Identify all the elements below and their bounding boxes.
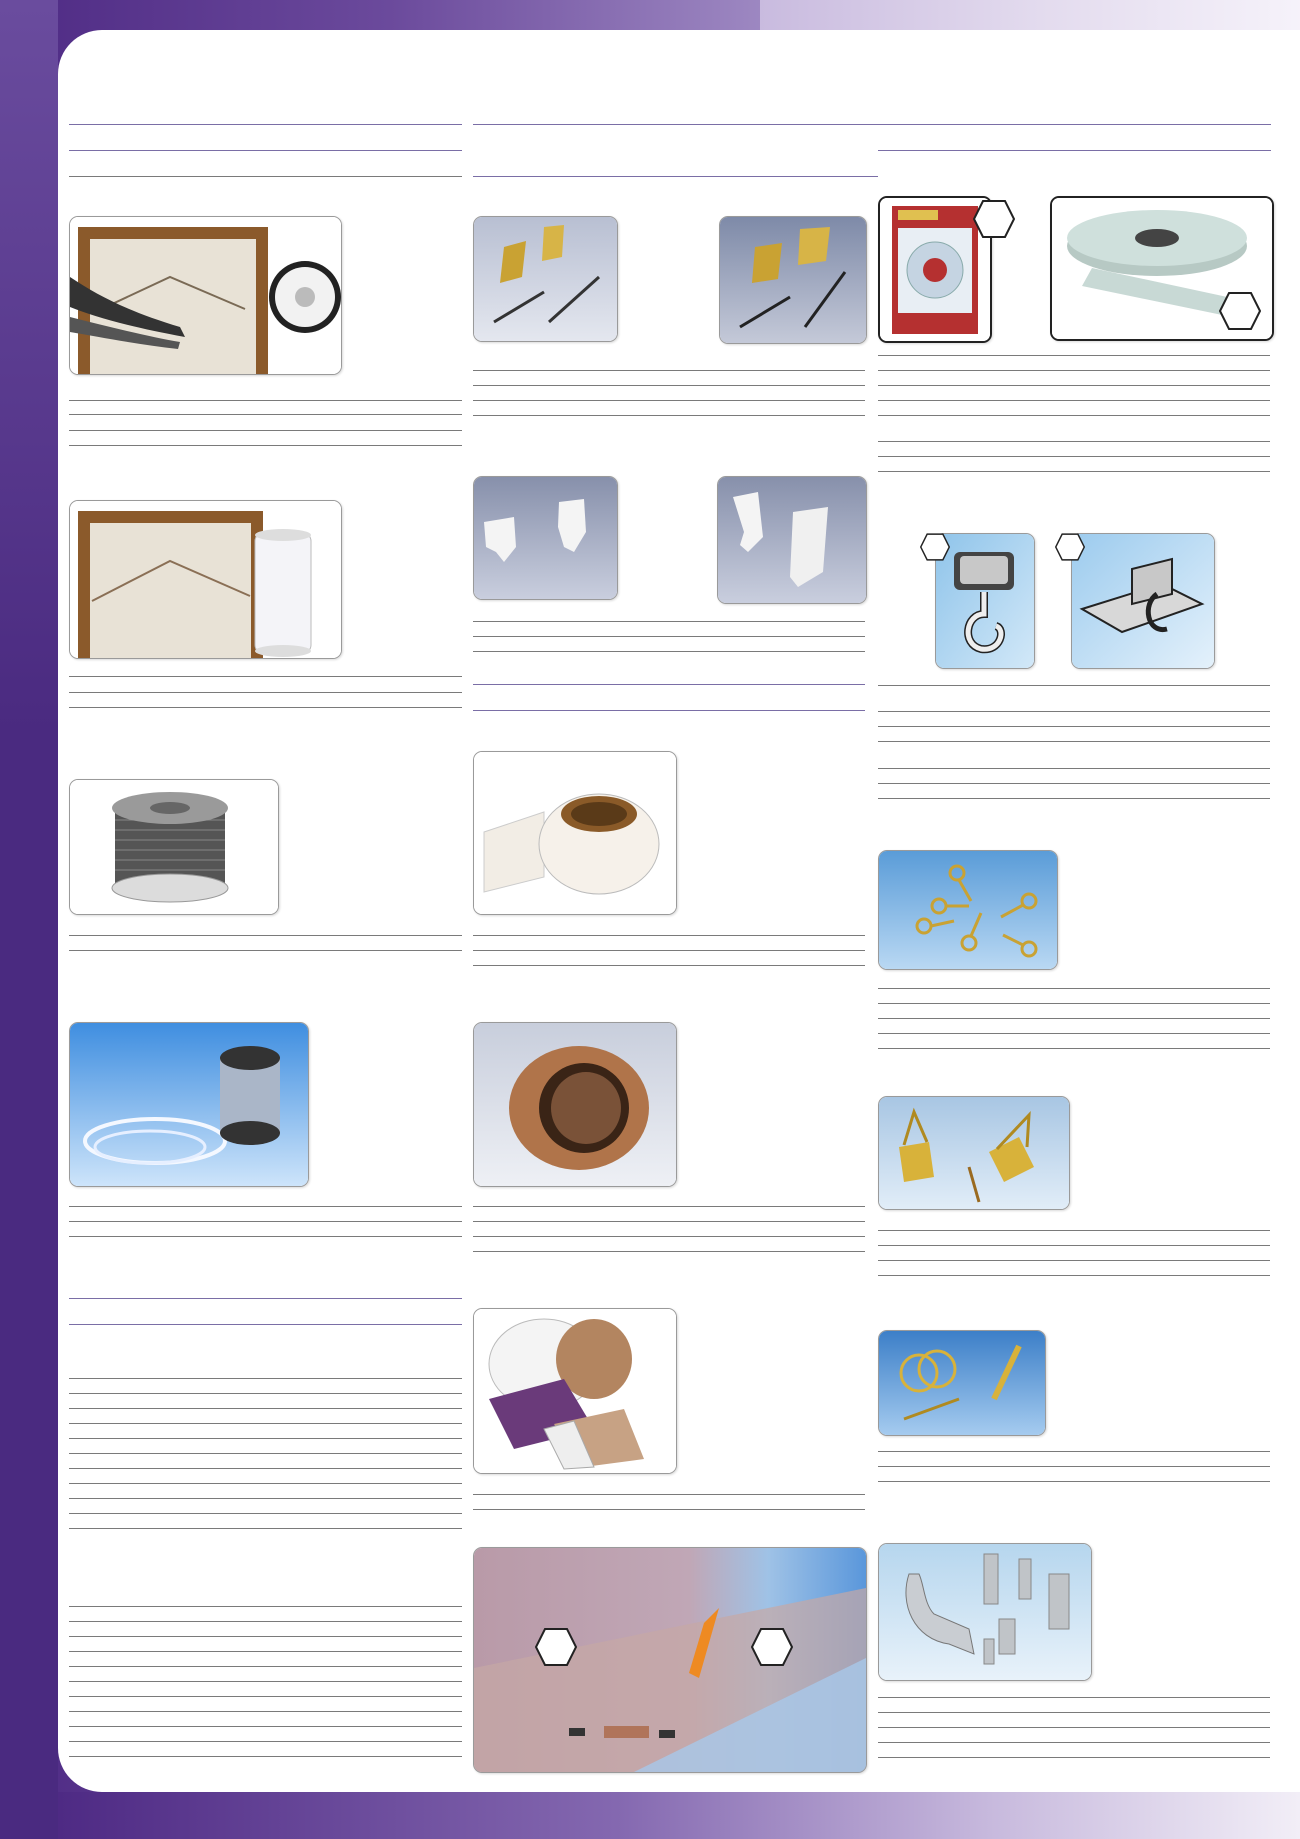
text-line xyxy=(878,370,1270,371)
text-line xyxy=(69,176,462,177)
text-line xyxy=(878,1033,1270,1034)
text-line xyxy=(878,415,1270,416)
text-line xyxy=(473,1494,865,1495)
hexagon-marker xyxy=(973,200,1015,238)
text-line xyxy=(473,1206,865,1207)
section-rule xyxy=(69,1324,462,1325)
text-line xyxy=(69,1606,462,1607)
hexagon-marker xyxy=(535,1628,577,1666)
section-rule xyxy=(473,124,878,125)
text-line xyxy=(69,1741,462,1742)
hexagon-marker xyxy=(1055,533,1085,561)
text-line xyxy=(69,430,462,431)
text-line xyxy=(878,1018,1270,1019)
text-line xyxy=(69,414,462,415)
section-rule xyxy=(473,684,865,685)
text-line xyxy=(878,1003,1270,1004)
text-line xyxy=(878,385,1270,386)
brass-picture-hooks-photo xyxy=(473,216,618,342)
white-gummed-tape-photo xyxy=(473,751,677,915)
text-line xyxy=(69,1621,462,1622)
text-line xyxy=(69,1408,462,1409)
text-line xyxy=(69,1221,462,1222)
text-line xyxy=(473,651,865,652)
section-rule xyxy=(878,150,1271,151)
text-line xyxy=(69,1756,462,1757)
text-line xyxy=(473,415,865,416)
hexagon-marker xyxy=(751,1628,793,1666)
text-line xyxy=(878,1230,1270,1231)
text-line xyxy=(69,1378,462,1379)
text-line xyxy=(878,1697,1270,1698)
text-line xyxy=(878,1245,1270,1246)
text-line xyxy=(69,1483,462,1484)
nylon-cord-spool-photo xyxy=(69,500,342,659)
text-line xyxy=(69,1498,462,1499)
text-line xyxy=(878,1451,1270,1452)
section-rule xyxy=(878,124,1271,125)
text-line xyxy=(473,965,865,966)
text-line xyxy=(473,1221,865,1222)
text-line xyxy=(473,1236,865,1237)
text-line xyxy=(69,676,462,677)
text-line xyxy=(69,950,462,951)
text-line xyxy=(878,988,1270,989)
text-line xyxy=(473,385,865,386)
section-rule xyxy=(69,150,462,151)
text-line xyxy=(878,768,1270,769)
text-line xyxy=(69,1651,462,1652)
text-line xyxy=(878,1757,1270,1758)
text-line xyxy=(69,1423,462,1424)
text-line xyxy=(69,1726,462,1727)
text-line xyxy=(878,1260,1270,1261)
text-line xyxy=(878,441,1270,442)
text-line xyxy=(69,1636,462,1637)
text-line xyxy=(878,1742,1270,1743)
text-line xyxy=(69,1666,462,1667)
text-line xyxy=(69,1681,462,1682)
text-line xyxy=(69,1453,462,1454)
text-line xyxy=(69,1528,462,1529)
text-line xyxy=(69,1393,462,1394)
text-line xyxy=(878,1048,1270,1049)
sidebar-strip xyxy=(0,0,58,1839)
section-rule xyxy=(473,176,878,177)
rail-hook-bracket-photo xyxy=(1071,533,1215,669)
text-line xyxy=(878,726,1270,727)
text-line xyxy=(878,783,1270,784)
text-line xyxy=(878,1712,1270,1713)
brown-gummed-tape-photo xyxy=(473,1022,677,1187)
text-line xyxy=(878,798,1270,799)
text-line xyxy=(473,950,865,951)
text-line xyxy=(69,1438,462,1439)
text-line xyxy=(69,692,462,693)
text-line xyxy=(878,1275,1270,1276)
text-line xyxy=(69,1513,462,1514)
text-line xyxy=(878,1481,1270,1482)
text-line xyxy=(878,1727,1270,1728)
text-line xyxy=(878,456,1270,457)
clear-nylon-line-photo xyxy=(69,1022,309,1187)
text-line xyxy=(69,1711,462,1712)
text-line xyxy=(69,1696,462,1697)
brass-double-hooks-photo xyxy=(719,216,867,344)
text-line xyxy=(69,1206,462,1207)
ceiling-hook-photo xyxy=(935,533,1035,669)
text-line xyxy=(878,400,1270,401)
text-line xyxy=(878,355,1270,356)
text-line xyxy=(878,685,1270,686)
text-line xyxy=(473,1509,865,1510)
text-line xyxy=(878,1466,1270,1467)
d-ring-hangers-photo xyxy=(878,1096,1070,1210)
section-rule xyxy=(473,710,865,711)
brass-rings-pins-photo xyxy=(878,1330,1046,1436)
backing-boards-photo xyxy=(473,1547,867,1773)
text-line xyxy=(473,636,865,637)
text-line xyxy=(878,741,1270,742)
text-line xyxy=(473,370,865,371)
text-line xyxy=(878,711,1270,712)
white-plastic-hangers-photo xyxy=(717,476,867,604)
text-line xyxy=(69,445,462,446)
text-line xyxy=(473,935,865,936)
picture-wire-pliers-photo xyxy=(69,216,342,375)
text-line xyxy=(69,1468,462,1469)
text-line xyxy=(69,400,462,401)
text-line xyxy=(473,621,865,622)
text-line xyxy=(473,400,865,401)
framing-points-tool-photo xyxy=(878,1543,1092,1681)
white-plastic-hooks-photo xyxy=(473,476,618,600)
text-line xyxy=(69,1236,462,1237)
text-line xyxy=(878,471,1270,472)
hexagon-marker xyxy=(1219,292,1261,330)
section-rule xyxy=(69,124,462,125)
text-line xyxy=(69,935,462,936)
section-rule xyxy=(69,1298,462,1299)
tape-dispenser-photo xyxy=(473,1308,677,1474)
hexagon-marker xyxy=(920,533,950,561)
steel-wire-reel-photo xyxy=(69,779,279,915)
text-line xyxy=(69,707,462,708)
bottom-strip xyxy=(58,1792,1300,1839)
screw-eyes-photo xyxy=(878,850,1058,970)
text-line xyxy=(473,1251,865,1252)
